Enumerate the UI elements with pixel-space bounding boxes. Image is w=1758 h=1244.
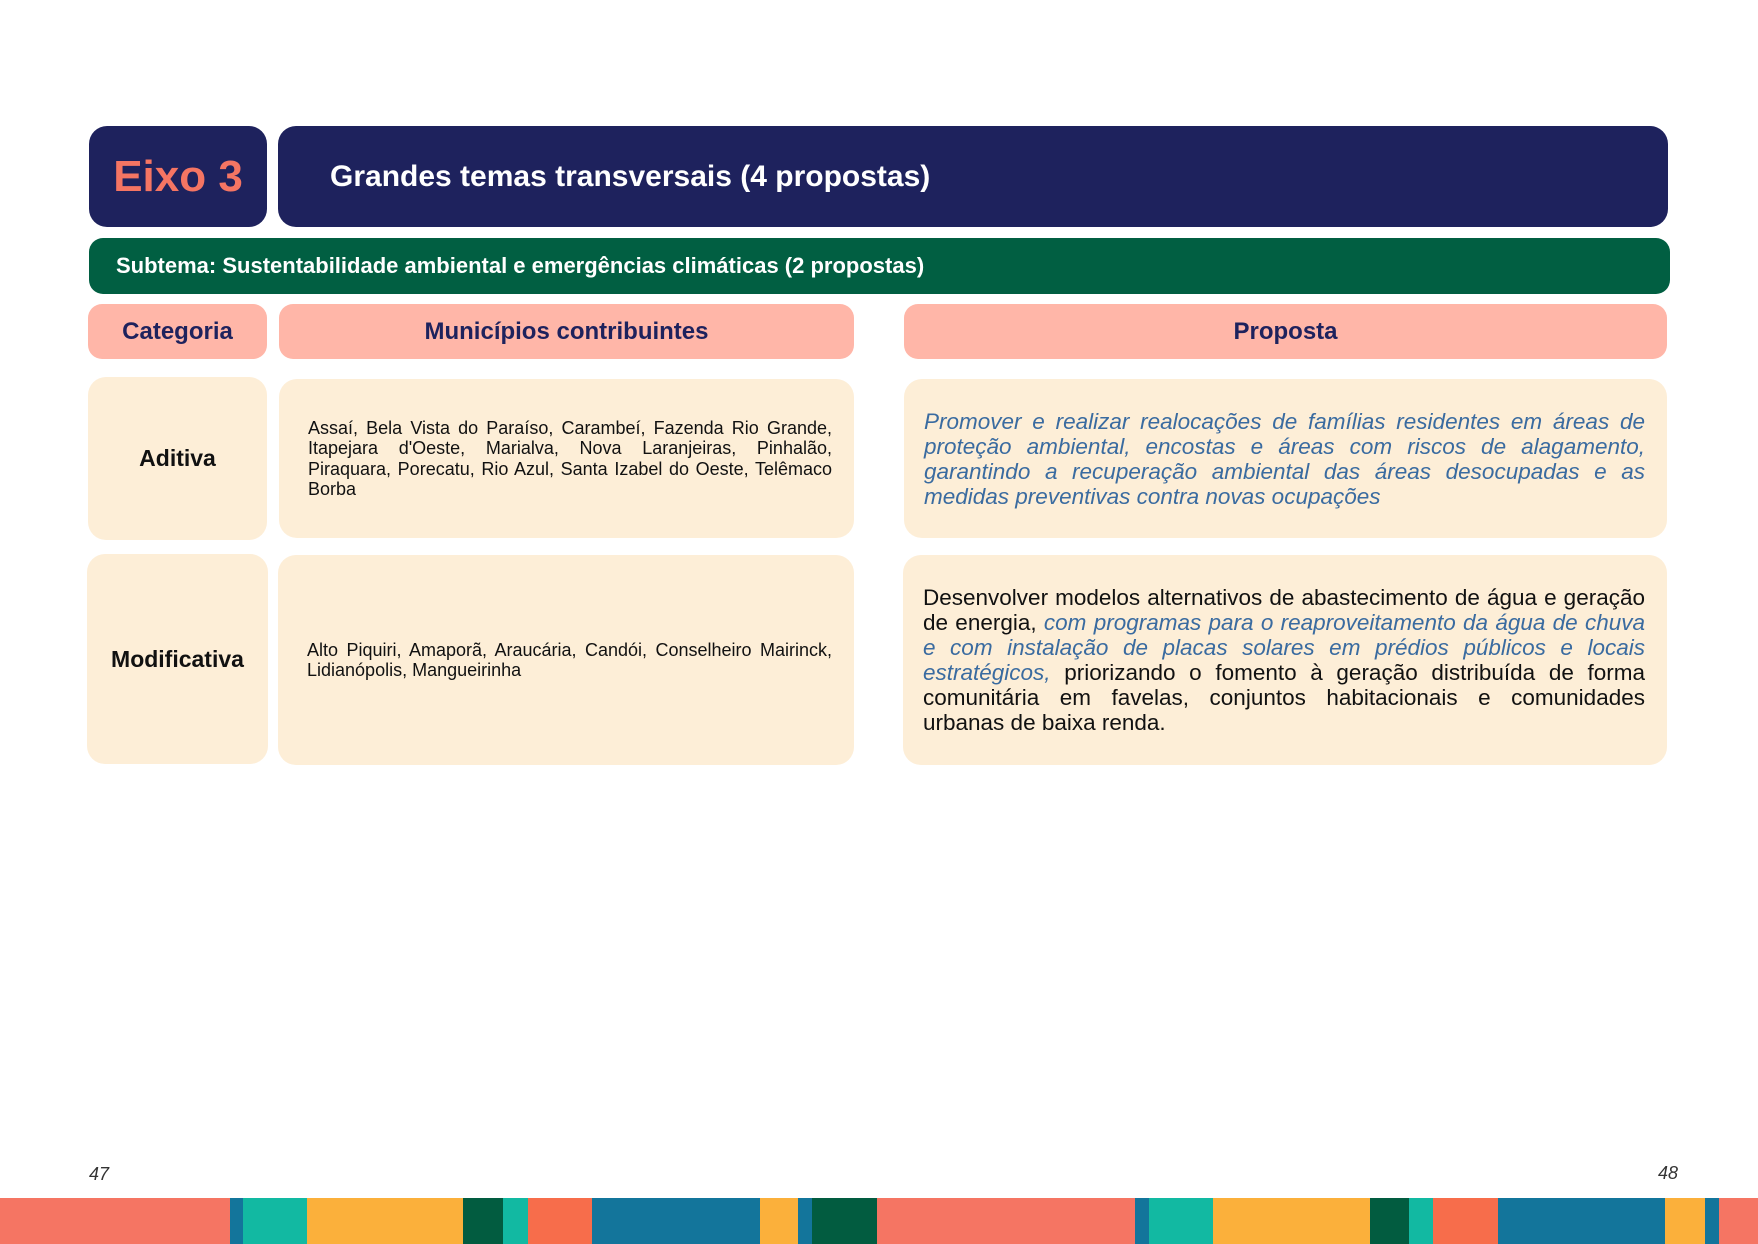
stripe-segment <box>307 1198 463 1244</box>
proposta-text-part1: Desenvolver modelos alternativos de abastecimento de água e geração de energia, <box>923 585 1645 635</box>
stripe-segment <box>1719 1198 1758 1244</box>
stripe-segment <box>760 1198 798 1244</box>
stripe-segment <box>503 1198 528 1244</box>
table-row-2-proposta <box>903 555 1667 765</box>
proposta-italic-text: com programas para o reaproveitamento da água de chuva e com instalação de placas solares em prédios públicos e locais estratégicos, <box>923 610 1645 685</box>
stripe-segment <box>463 1198 503 1244</box>
municipios-list: Assaí, Bela Vista do Paraíso, Carambeí, Fazenda Rio Grande, Itapejara d'Oeste, Marialva, Nova Laranjeiras, Pinhalão, Piraquara, Porecatu, Rio Azul, Santa Izabel do Oeste, Telêmaco Borba <box>308 417 832 499</box>
stripe-segment <box>1409 1198 1433 1244</box>
stripe-segment <box>1135 1198 1149 1244</box>
eixo-label: Eixo 3 <box>89 126 267 227</box>
column-header-categoria: Categoria <box>88 304 267 359</box>
page-number-left: 47 <box>89 1164 110 1184</box>
table-row-2-municipios <box>278 555 854 765</box>
stripe-segment <box>592 1198 760 1244</box>
stripe-segment <box>243 1198 307 1244</box>
column-header-municipios: Municípios contribuintes <box>279 304 854 359</box>
page-title-text: Grandes temas transversais (4 propostas) <box>330 159 931 193</box>
table-row-1-proposta <box>904 379 1667 538</box>
stripe-segment <box>798 1198 812 1244</box>
page-title <box>278 126 1668 227</box>
subtema-bar <box>89 238 1670 294</box>
municipios-list: Alto Piquiri, Amaporã, Araucária, Candói, Conselheiro Mairinck, Lidianópolis, Mangueirinha <box>307 639 832 680</box>
subtema-text: Subtema: Sustentabilidade ambiental e emergências climáticas (2 propostas) <box>116 253 925 278</box>
proposta-text-part2: priorizando o fomento à geração distribuída de forma comunitária em favelas, conjuntos habitacionais e comunidades urbanas de baixa renda. <box>923 660 1645 735</box>
stripe-segment <box>1665 1198 1705 1244</box>
stripe-segment <box>1498 1198 1665 1244</box>
stripe-segment <box>1433 1198 1498 1244</box>
stripe-segment <box>528 1198 592 1244</box>
stripe-segment <box>1149 1198 1213 1244</box>
proposta-italic-text: Promover e realizar realocações de famílias residentes em áreas de proteção ambiental, encostas e áreas com riscos de alagamento, garantindo a recuperação ambiental das áreas desocupadas e as medidas preventivas contra novas ocupações <box>924 408 1645 509</box>
table-row-2-categoria: Modificativa <box>87 554 268 764</box>
stripe-segment <box>1705 1198 1719 1244</box>
stripe-segment <box>1213 1198 1370 1244</box>
table-row-1-categoria: Aditiva <box>88 377 267 540</box>
stripe-segment <box>877 1198 1135 1244</box>
stripe-segment <box>1370 1198 1409 1244</box>
table-row-1-municipios <box>279 379 854 538</box>
column-header-proposta: Proposta <box>904 304 1667 359</box>
stripe-segment <box>812 1198 877 1244</box>
stripe-segment <box>0 1198 230 1244</box>
page-number-right: 48 <box>1658 1163 1679 1183</box>
proposta-text <box>923 585 1645 735</box>
stripe-segment <box>230 1198 243 1244</box>
